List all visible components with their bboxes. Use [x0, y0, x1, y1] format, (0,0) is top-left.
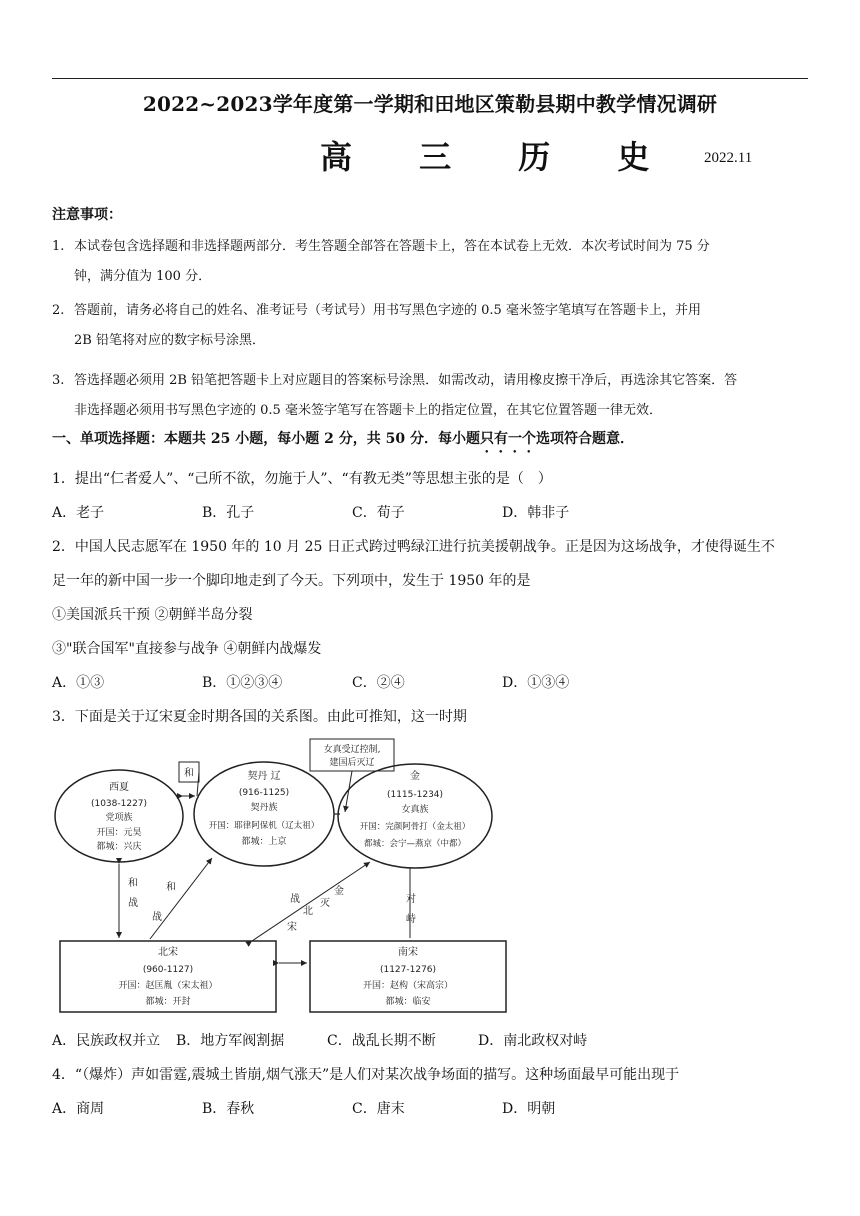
section-emphasis: 只有一个 [479, 431, 536, 447]
question-4-stem: 4．“（爆炸）声如雷霆,震城土皆崩,烟气涨天”是人们对某次战争场面的描写。这种场面最早可能出现于 [52, 1067, 680, 1083]
jin-name: 金 [410, 771, 420, 782]
question-4-options [52, 1098, 652, 1118]
note-number: 3. [52, 373, 65, 388]
option-a[interactable]: A．商周 [52, 1101, 105, 1117]
beisong-years: (960-1127) [142, 965, 194, 975]
option-a[interactable]: A．①③ [52, 675, 105, 691]
liao-founder: 开国：耶律阿保机（辽太祖） [208, 821, 320, 831]
option-d[interactable]: D．明朝 [502, 1101, 556, 1117]
note-box-line: 建国后灭辽 [329, 758, 375, 768]
relation-label: 宋 [287, 922, 297, 933]
jin-capital: 都城：会宁—燕京（中都） [363, 839, 467, 849]
jin-ethnic: 女真族 [401, 805, 429, 815]
relation-label: 战 [152, 912, 162, 923]
note-item [52, 296, 810, 356]
liao-years: (916-1125) [238, 788, 290, 798]
note-item [52, 366, 810, 426]
xixia-years: (1038-1227) [90, 799, 148, 809]
relation-label: 对 [406, 894, 416, 905]
note-text: 钟，满分值为 100 分． [74, 269, 212, 284]
section-suffix: 选项符合题意． [535, 431, 634, 447]
nansong-founder: 开国：赵构（宋高宗） [362, 981, 454, 991]
relation-label: 灭 [320, 898, 330, 909]
question-2-items: ③"联合国军"直接参与战争 ④朝鲜内战爆发 [52, 641, 322, 657]
question-2-items: ①美国派兵干预 ②朝鲜半岛分裂 [52, 607, 253, 623]
relation-label: 战 [290, 894, 300, 905]
question-2-options [52, 672, 652, 692]
question-2-stem [52, 530, 812, 666]
note-text: 非选择题必须用书写黑色字迹的 0.5 毫米签字笔写在答题卡上的指定位置，在其它位置答题一律无效． [74, 403, 662, 418]
note-text: 本试卷包含选择题和非选择题两部分．考生答题全部答在答题卡上，答在本试卷上无效．本次考试时间为 75 分 [74, 239, 710, 254]
nansong-capital: 都城：临安 [385, 997, 431, 1007]
note-number: 2. [52, 303, 65, 318]
note-number: 1. [52, 239, 65, 254]
subject-title: 高 三 历 史 [320, 138, 678, 176]
option-d[interactable]: D．韩非子 [502, 505, 570, 521]
liao-name: 契丹 辽 [247, 771, 281, 782]
header-rule [52, 78, 808, 79]
he-box-label: 和 [184, 768, 194, 779]
question-2-stem-line: 2．中国人民志愿军在 1950 年的 10 月 25 日正式跨过鸭绿江进行抗美援朝战争。正是因为这场战争，才使得诞生不 [52, 539, 775, 555]
xixia-capital: 都城：兴庆 [96, 842, 142, 852]
option-b[interactable]: B．春秋 [202, 1101, 255, 1117]
question-2-stem-line: 足一年的新中国一步一个脚印地走到了今天。下列项中，发生于 1950 年的是 [52, 573, 531, 589]
option-a[interactable]: A．老子 [52, 505, 105, 521]
beisong-capital: 都城：开封 [145, 997, 191, 1007]
option-c[interactable]: C．唐末 [352, 1101, 405, 1117]
note-box-line: 女真受辽控制, [323, 745, 381, 755]
option-c[interactable]: C．战乱长期不断 [327, 1033, 436, 1049]
relation-label: 峙 [406, 914, 416, 925]
exam-title: 2022~2023学年度第一学期和田地区策勒县期中教学情况调研 [142, 92, 718, 116]
option-b[interactable]: B．孔子 [202, 505, 255, 521]
jin-years: (1115-1234) [386, 790, 444, 800]
question-1-options [52, 502, 652, 522]
option-b[interactable]: B．①②③④ [202, 675, 283, 691]
note-text: 答题前，请务必将自己的姓名、准考证号（考试号）用书写黑色字迹的 0.5 毫米签字笔填写在答题卡上，并用 [74, 303, 701, 318]
relation-label: 和 [128, 878, 138, 889]
beisong-liao-arrow [150, 858, 212, 939]
jin-founder: 开国：完颜阿骨打（金太祖） [359, 822, 471, 832]
note-text: 答选择题必须用 2B 铅笔把答题卡上对应题目的答案标号涂黑．如需改动，请用橡皮擦干净后，再选涂其它答案．答 [74, 373, 738, 388]
question-1-stem: 1．提出“仁者爱人”、“己所不欲，勿施于人”、“有教无类”等思想主张的是（ ） [52, 471, 552, 487]
xixia-name: 西夏 [109, 782, 129, 793]
notes-title: 注意事项： [52, 207, 122, 223]
section-heading [52, 428, 634, 456]
xixia-founder: 开国：元昊 [96, 828, 142, 838]
relation-label: 战 [128, 898, 138, 909]
xixia-ethnic: 党项族 [105, 813, 133, 823]
beisong-founder: 开国：赵匡胤（宋太祖） [118, 981, 218, 991]
note-item [52, 232, 810, 292]
question-3-stem: 3．下面是关于辽宋夏金时期各国的关系图。由此可推知，这一时期 [52, 709, 467, 725]
option-c[interactable]: C．②④ [352, 675, 405, 691]
relation-label: 北 [303, 906, 313, 917]
question-3-options [52, 1030, 629, 1050]
relations-diagram [52, 734, 512, 1019]
option-b[interactable]: B．地方军阀割据 [176, 1033, 285, 1049]
option-a[interactable]: A．民族政权并立 [52, 1033, 161, 1049]
nansong-name: 南宋 [398, 947, 418, 958]
jin-beisong-arrow [252, 862, 370, 941]
exam-date: 2022.11 [704, 150, 753, 166]
option-d[interactable]: D．南北政权对峙 [478, 1033, 588, 1049]
relation-label: 和 [166, 882, 176, 893]
note-text: 2B 铅笔将对应的数字标号涂黑． [74, 333, 265, 348]
beisong-name: 北宋 [158, 947, 178, 958]
relation-label: 金 [334, 886, 344, 897]
option-c[interactable]: C．荀子 [352, 505, 405, 521]
section-prefix: 一、单项选择题：本题共 25 小题，每小题 2 分，共 50 分．每小题 [52, 431, 480, 447]
liao-ethnic: 契丹族 [250, 803, 278, 813]
nansong-years: (1127-1276) [379, 965, 437, 975]
liao-capital: 都城：上京 [241, 837, 287, 847]
he-connector [197, 772, 199, 796]
option-d[interactable]: D．①③④ [502, 675, 570, 691]
